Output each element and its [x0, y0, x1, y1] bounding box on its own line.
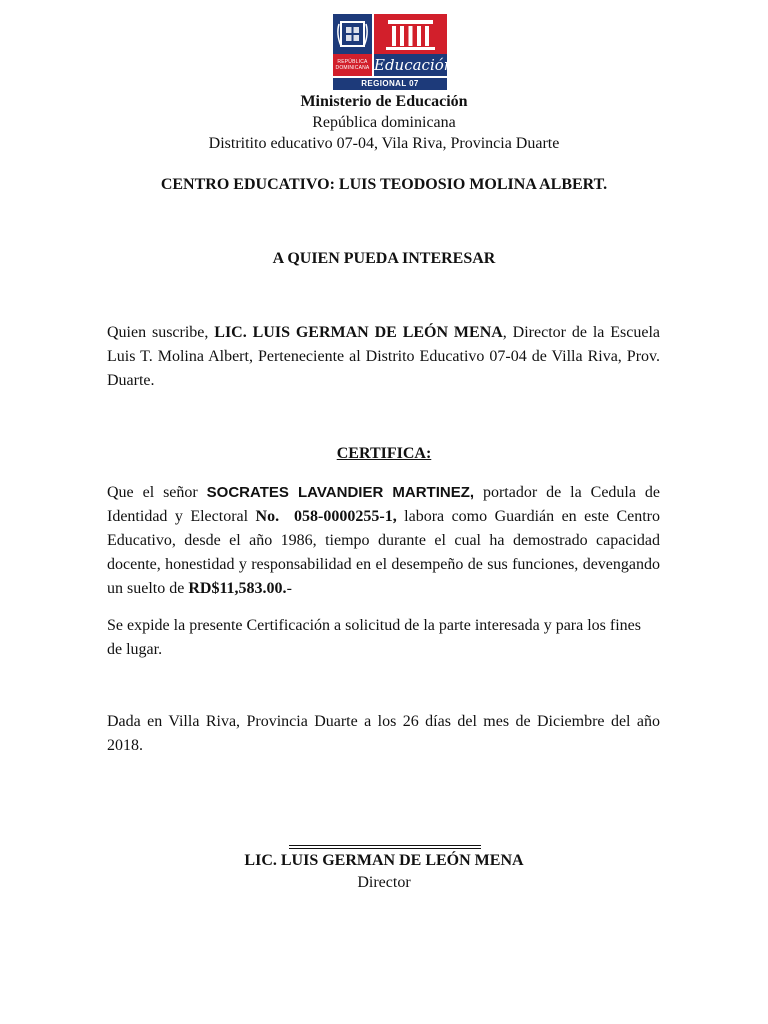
id-number: 058-0000255-1,: [294, 508, 397, 525]
salary-amount: RD$11,583.00.: [188, 580, 287, 597]
signature-line: [289, 845, 481, 846]
p1-part-a: Que el señor: [107, 484, 207, 501]
date-paragraph: Dada en Villa Riva, Provincia Duarte a los 26 días del mes de Diciembre del año 2018.: [107, 713, 660, 754]
certification-paragraph: [107, 481, 660, 601]
signer-title: Director: [357, 874, 411, 891]
logo-bottom: [333, 54, 454, 90]
intro-paragraph: [107, 321, 660, 393]
ministry-title: Ministerio de Educación: [300, 93, 468, 110]
logo-country-text: REPÚBLICA DOMINICANA: [333, 54, 372, 76]
p1-part-b: portador de la Cedula de Identidad y Electoral: [107, 484, 661, 525]
purpose-paragraph: Se expide la presente Certificación a solicitud de la parte interesada y para los fines de lugar.: [107, 617, 642, 658]
district-line: Distritito educativo 07-04, Vila Riva, Provincia Duarte: [208, 135, 560, 152]
signer-name: LIC. LUIS GERMAN DE LEÓN MENA: [244, 852, 524, 869]
salutation: A QUIEN PUEDA INTERESAR: [272, 250, 496, 267]
p1-part-c: labora como Guardián en este Centro Educativo, desde el año 1986, tiempo durante el cual ha demostrado capacidad docente, honestidad y responsabilidad en el desempeño de sus funciones, devengando un suelto de: [107, 508, 661, 597]
intro-before: Quien suscribe,: [107, 324, 215, 341]
logo-education-word: Educación: [374, 56, 454, 74]
signature-line-lower: [289, 848, 481, 849]
country-line: República dominicana: [312, 114, 456, 131]
signer-name-inline: LIC. LUIS GERMAN DE LEÓN MENA: [214, 324, 503, 341]
building-icon: [374, 14, 447, 54]
id-label: No.: [255, 508, 280, 525]
ministry-logo: [333, 14, 454, 90]
logo-top: [333, 14, 447, 54]
employee-name: SOCRATES LAVANDIER MARTINEZ,: [206, 484, 475, 501]
intro-after: , Director de la Escuela Luis T. Molina Albert, Perteneciente al Distrito Educativo 07-04 de Villa Riva, Prov. Duarte.: [107, 324, 660, 389]
p1-part-d: -: [286, 580, 292, 597]
school-name: CENTRO EDUCATIVO: LUIS TEODOSIO MOLINA ALBERT.: [160, 176, 608, 193]
certifica-heading: CERTIFICA:: [336, 445, 432, 462]
logo-regional: REGIONAL 07: [333, 78, 447, 90]
coat-of-arms-icon: [333, 14, 372, 54]
